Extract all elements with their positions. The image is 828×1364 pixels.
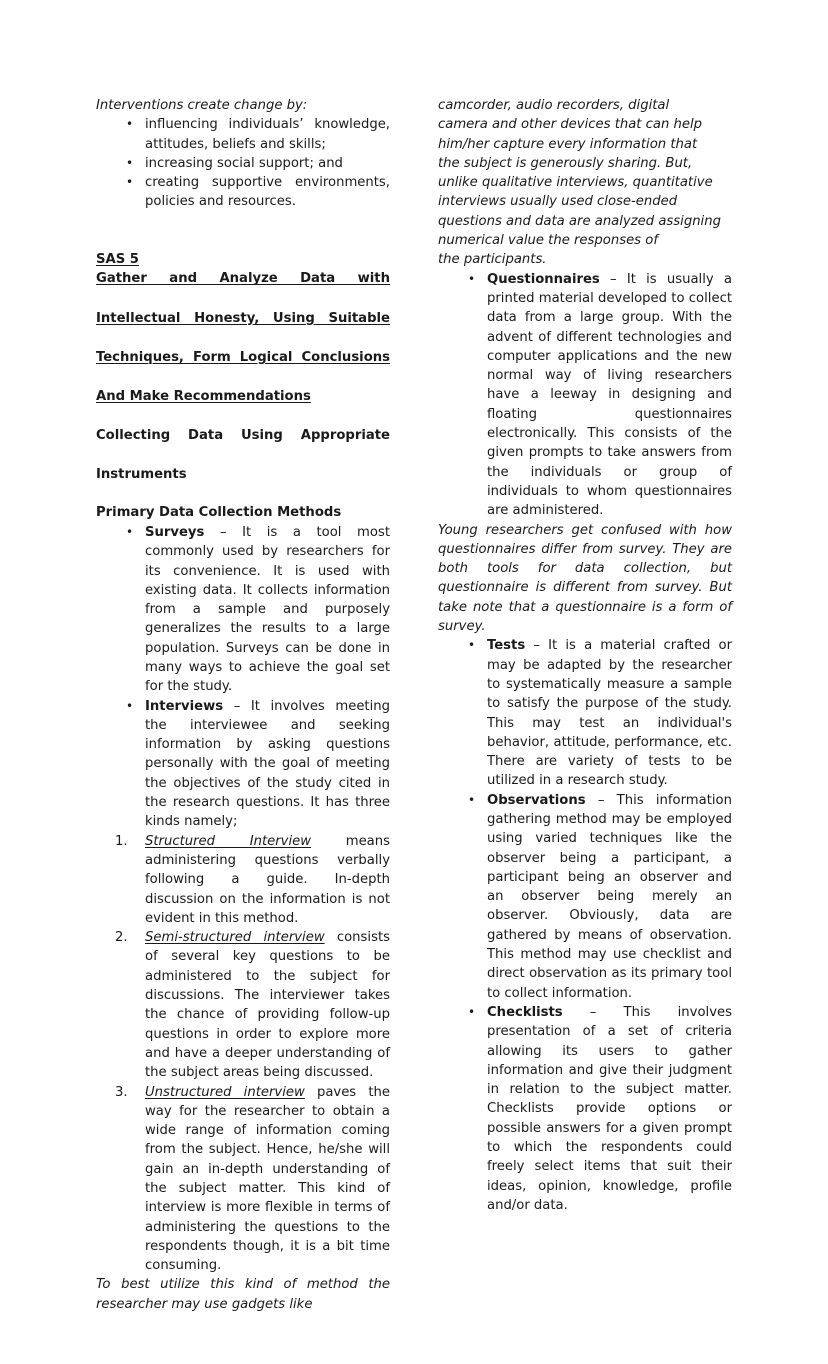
- subheading-line: Primary Data Collection Methods: [96, 505, 342, 521]
- method-dash: –: [223, 698, 251, 714]
- list-item: • creating supportive environments, policies and resources.: [96, 173, 390, 212]
- intro-lead-paragraph: Interventions create change by:: [96, 98, 308, 113]
- continuation-paragraph: [438, 96, 732, 270]
- list-item: [96, 832, 390, 928]
- continuation-line: unlike qualitative interviews, quantitative: [438, 175, 713, 191]
- list-item: [438, 791, 732, 1003]
- continuation-line: camcorder, audio recorders, digital: [438, 98, 670, 113]
- subheading-line: Collecting Data Using Appropriate: [96, 427, 390, 443]
- method-body: This involves presentation of a set of criteria allowing its users to gather information and give their judgment in relation to the subject matter. Checklists provide options or possible answers for a given prompt to which the respondents could freely select items that suit their ideas, opinion, knowledge, profile and/or data.: [487, 1004, 732, 1213]
- method-dash: –: [599, 271, 627, 287]
- interview-kind-term: Unstructured interview: [145, 1084, 305, 1100]
- continuation-line: questions and data are analyzed assigning: [438, 213, 721, 229]
- list-item: [438, 636, 732, 790]
- interview-kind-term: Semi-structured interview: [145, 930, 325, 946]
- continuation-line: the participants.: [438, 252, 547, 268]
- interview-kinds-list: [96, 832, 390, 1276]
- interview-kind-body: consists of several key questions to be administered to the subject for discussions. The interviewer takes the chance of providing follow-up questions in order to explore more and have a deeper understanding of the subject areas being discussed.: [145, 930, 390, 1081]
- sas-title-heading: [96, 269, 390, 406]
- continuation-line: him/her capture every information that: [438, 136, 698, 152]
- list-item: [96, 928, 390, 1082]
- heading-spacer: [96, 484, 390, 503]
- list-item: • increasing social support; and: [96, 154, 390, 173]
- method-body: It is a material crafted or may be adapted by the researcher to systematically measure a sample to satisfy the purpose of the study. This may test an individual's behavior, attitude, performance, etc. There are variety of tests to be utilized in a research study.: [487, 638, 732, 789]
- method-dash: –: [525, 638, 549, 654]
- subheading-line: Instruments: [96, 466, 187, 482]
- method-term: Tests: [487, 638, 526, 654]
- method-term: Questionnaires: [487, 271, 600, 287]
- section-spacer: [96, 212, 390, 250]
- sas-title-line: Intellectual Honesty, Using Suitable: [96, 310, 390, 326]
- method-term: Interviews: [145, 698, 224, 714]
- method-dash: –: [562, 1004, 624, 1020]
- continuation-line: numerical value the responses of: [438, 233, 658, 249]
- list-item: [438, 1003, 732, 1215]
- left-column: [96, 96, 390, 1314]
- method-dash: –: [585, 792, 617, 808]
- sas-title-line: Techniques, Form Logical Conclusions: [96, 349, 390, 365]
- method-body: It is a tool most commonly used by researchers for its convenience. It is used with existing data. It collects information from a sample and purposely generalizes the results to a large population. Surveys can be done in many ways to achieve the goal set for the study.: [145, 524, 390, 695]
- list-number: 2.: [115, 930, 128, 946]
- method-term: Checklists: [487, 1004, 563, 1020]
- subheading-collecting-data: [96, 426, 390, 485]
- heading-spacer: [96, 407, 390, 426]
- list-item: [96, 523, 390, 697]
- list-number: 1.: [115, 833, 128, 849]
- list-item: • influencing individuals’ knowledge, attitudes, beliefs and skills;: [96, 115, 390, 154]
- primary-methods-list: [96, 523, 390, 832]
- method-body: This information gathering method may be employed using varied techniques like the observer being a participant, a participant being an observer and an observer being merely an observer. Obviously, data are gathered by means of observation. This method may use checklist and direct observation as its primary tool to collect information.: [487, 792, 732, 1001]
- list-number: 3.: [115, 1084, 128, 1100]
- list-item: [96, 1083, 390, 1276]
- method-term: Observations: [487, 792, 586, 808]
- method-dash: –: [204, 524, 243, 540]
- intro-bullet-list: [96, 115, 390, 211]
- left-closing-paragraph: To best utilize this kind of method the researcher may use gadgets like: [96, 1277, 390, 1312]
- method-body: It involves meeting the interviewee and seeking information by asking questions personally with the goal of meeting the objectives of the study cited in the research questions. It has three kinds namely;: [145, 698, 390, 830]
- continuation-line: the subject is generously sharing. But,: [438, 155, 693, 171]
- subheading-primary-methods: [96, 503, 390, 523]
- interview-kind-body: means administering questions verbally following a guide. In-depth discussion on the information is not evident in this method.: [145, 833, 390, 926]
- sas-label-heading: [96, 250, 390, 270]
- method-term: Surveys: [145, 524, 205, 540]
- questionnaire-note-paragraph: Young researchers get confused with how questionnaires differ from survey. They are both tools for data collection, but questionnaire is different from survey. But take note that a questionnaire is a form of survey.: [438, 522, 732, 635]
- continuation-line: camera and other devices that can help: [438, 117, 703, 133]
- list-item: [96, 697, 390, 832]
- interview-kind-body: paves the way for the researcher to obtain a wide range of information coming from the subject. Hence, he/she will gain an in-depth understanding of the subject matter. This kind of interview is more flexible in terms of administering the questions to the respondents though, it is a bit time consuming.: [145, 1084, 390, 1274]
- right-column: [438, 96, 732, 1215]
- continuation-line: interviews usually used close-ended: [438, 194, 678, 210]
- sas-title-line: Gather and Analyze Data with: [96, 271, 390, 287]
- sas-label-text: SAS 5: [96, 251, 139, 267]
- questionnaires-list: [438, 270, 732, 521]
- list-item: [438, 270, 732, 521]
- interview-kind-term: Structured Interview: [145, 833, 312, 849]
- sas-title-line: And Make Recommendations: [96, 388, 311, 404]
- secondary-methods-list: [438, 636, 732, 1215]
- method-body: It is usually a printed material developed to collect data from a large group. With the advent of different technologies and computer applications and the new normal way of living researchers have a leeway in designing and floating questionnaires electronically. This consists of the given prompts to take answers from the individuals or group of individuals to whom questionnaires are administered.: [487, 271, 732, 519]
- two-column-body: [96, 96, 732, 1314]
